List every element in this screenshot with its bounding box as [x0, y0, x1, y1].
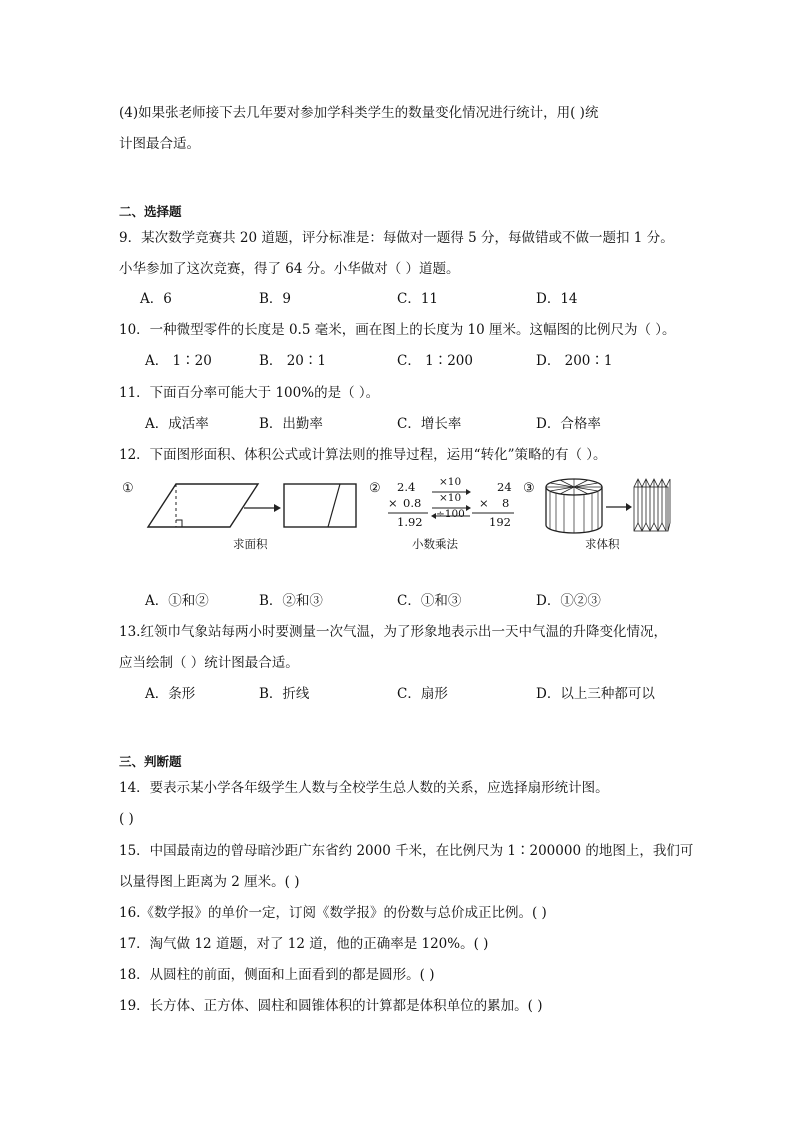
section-heading-judgement: 三、判断题: [119, 754, 182, 769]
calc-times-2: ×: [479, 496, 489, 510]
calc-times-1: ×: [388, 496, 398, 510]
q12-option-c: C．①和③: [397, 593, 462, 609]
figure-marker-3: ③: [523, 481, 535, 496]
q14-answer-blank: ( ): [119, 811, 134, 827]
q9-option-b: B．9: [259, 291, 292, 307]
calc-op3: ÷100: [436, 508, 465, 520]
q12-line1: 12．下面图形面积、体积公式或计算法则的推导过程，运用“转化”策略的有（ ）。: [119, 447, 607, 463]
q9-option-d: D．14: [536, 291, 578, 307]
q14-line1: 14．要表示某小学各年级学生人数与全校学生总人数的关系，应选择扇形统计图。: [119, 780, 609, 796]
q10-option-b: B． 20∶1: [259, 353, 326, 369]
calc-op2: ×10: [439, 492, 462, 504]
q11-option-b: B．出勤率: [259, 416, 323, 432]
q12-option-b: B．②和③: [259, 593, 323, 609]
caption-volume: 求体积: [585, 537, 620, 551]
q13-line1: 13.红领巾气象站每两小时要测量一次气温，为了形象地表示出一天中气温的升降变化情况，: [119, 624, 667, 640]
calc-b2: 8: [502, 496, 510, 510]
q10-line1: 10．一种微型零件的长度是 0.5 毫米，画在图上的长度为 10 厘米。这幅图的比例尺为（ ）。: [119, 322, 676, 338]
q10-option-c: C． 1∶200: [397, 353, 473, 369]
calc-b: 0.8: [403, 496, 422, 510]
cut-line: [328, 484, 340, 527]
caption-area: 求面积: [233, 537, 268, 551]
q10-option-d: D． 200∶1: [536, 353, 613, 369]
parallelogram-to-rectangle-figure: [140, 478, 365, 533]
cylinder-to-cuboid-figure: [542, 473, 672, 535]
q19-line1: 19．长方体、正方体、圆柱和圆锥体积的计算都是体积单位的累加。( ): [119, 998, 543, 1014]
q12-option-a: A．①和②: [145, 593, 209, 609]
q9-line2: 小华参加了这次竞赛，得了 64 分。小华做对（ ）道题。: [119, 261, 460, 277]
q16-line1: 16.《数学报》的单价一定，订阅《数学报》的份数与总价成正比例。( ): [119, 905, 547, 921]
q12-option-d: D．①②③: [536, 593, 601, 609]
q11-option-a: A．成活率: [145, 416, 209, 432]
q15-line1: 15．中国最南边的曾母暗沙距广东省约 2000 千米，在比例尺为 1∶200000 的地图上，我们可: [119, 843, 694, 859]
q9-option-a: A．6: [140, 291, 172, 307]
figure-marker-2: ②: [369, 481, 381, 496]
figure-marker-1: ①: [122, 481, 134, 496]
q13-option-a: A．条形: [145, 686, 196, 702]
q13-option-d: D．以上三种都可以: [536, 686, 655, 702]
q10-option-a: A． 1∶20: [145, 353, 212, 369]
right-angle-mark: [176, 520, 182, 527]
q9-option-c: C．11: [397, 291, 439, 307]
q15-line2: 以量得图上距离为 2 厘米。( ): [119, 874, 300, 890]
calc-lines: [384, 476, 519, 536]
q11-line1: 11．下面百分率可能大于 100%的是（ ）。: [119, 385, 380, 401]
q9-line1: 9．某次数学竞赛共 20 道题，评分标准是：每做对一题得 5 分，每做错或不做一题扣 1 分。: [119, 230, 674, 246]
q13-option-c: C．扇形: [397, 686, 448, 702]
rectangle-shape: [284, 484, 356, 527]
q11-option-c: C．增长率: [397, 416, 462, 432]
q18-line1: 18．从圆柱的前面，侧面和上面看到的都是圆形。( ): [119, 967, 435, 983]
q8-line2: 计图最合适。: [119, 136, 200, 152]
calc-op1: ×10: [439, 476, 462, 488]
section-heading-choice: 二、选择题: [119, 204, 182, 219]
calc-result2: 192: [489, 515, 511, 529]
caption-decimal: 小数乘法: [412, 537, 458, 551]
calc-a: 2.4: [397, 480, 416, 494]
q17-line1: 17．淘气做 12 道题，对了 12 道，他的正确率是 120%。( ): [119, 936, 489, 952]
q11-option-d: D．合格率: [536, 416, 601, 432]
q13-line2: 应当绘制（ ）统计图最合适。: [119, 655, 299, 671]
parallelogram-shape: [148, 484, 258, 527]
q13-option-b: B．折线: [259, 686, 310, 702]
q8-line1: (4)如果张老师接下去几年要对参加学科类学生的数量变化情况进行统计，用( )统: [119, 105, 599, 121]
calc-result: 1.92: [397, 515, 423, 529]
calc-a2: 24: [497, 480, 512, 494]
cuboid-shape: [634, 479, 670, 531]
